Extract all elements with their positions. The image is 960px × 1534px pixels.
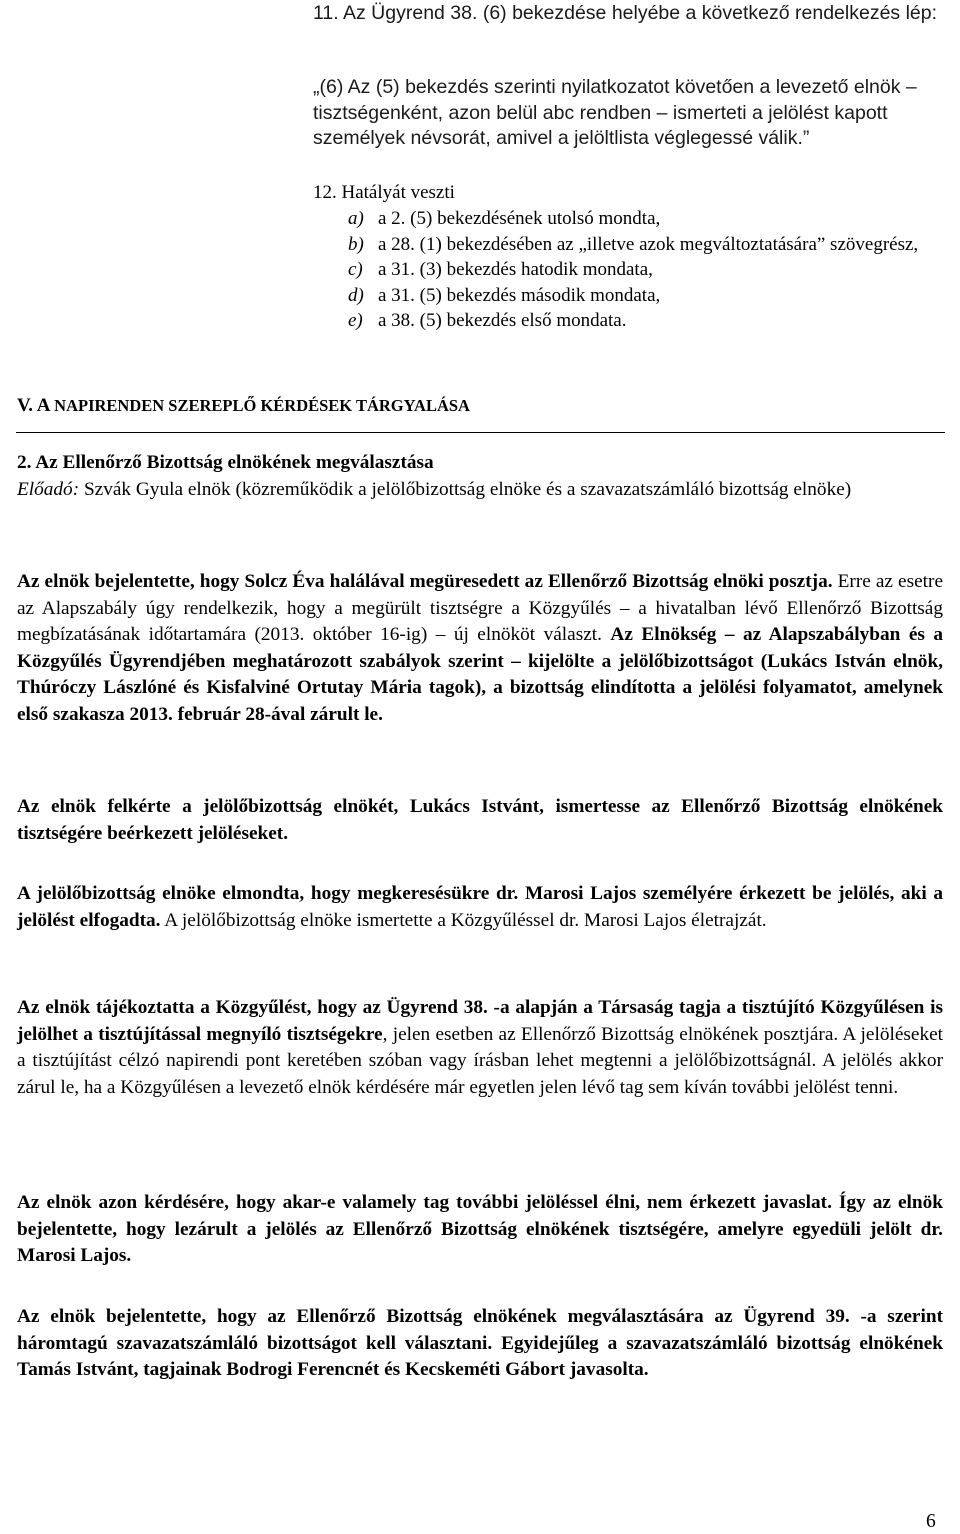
list-marker: e) — [348, 310, 363, 331]
bold-text: Az elnök bejelentette, hogy az Ellenőrző Bizottság elnökének megválasztására az Ügyrend 39. -a szerint háromtagú szavazatszámláló bizottságot kell választani. Egyidejűleg a szavazatszámláló bizottság elnökének Tamás Istvánt, tagjainak Bodrogi Ferencnét és Kecskeméti Gábort javasolta. — [17, 1306, 943, 1381]
bold-text: A jelölőbizottság elnöke elmondta, hogy megkeresésükre dr. Marosi Lajos személyére érkezett be jelölés, aki a jelölést elfogadta. — [17, 883, 943, 931]
list-item-text: a 28. (1) bekezdésében az „illetve azok megváltoztatására” szövegrész, — [378, 233, 919, 255]
paragraph — [17, 881, 943, 934]
list-item — [348, 308, 948, 334]
regular-text: A jelölőbizottság elnöke ismertette a Közgyűléssel dr. Marosi Lajos életrajzát. — [160, 909, 767, 931]
agenda-item-title: 2. Az Ellenőrző Bizottság elnökének megválasztása — [17, 452, 434, 473]
presenter-label: Előadó: — [17, 479, 80, 500]
paragraph — [17, 1190, 943, 1270]
regular-text: Erre az esetre az Alapszabály úgy rendelkezik, hogy a megürült tisztségre a Közgyűlés – a hivatalban lévő Ellenőrző Bizottság megbízatásának időtartamára (2013. október 16-ig) – új elnököt választ. — [17, 571, 943, 646]
list-marker: a) — [348, 208, 364, 229]
paragraph — [17, 995, 943, 1101]
presenter-text: Szvák Gyula elnök (közreműködik a jelölőbizottság elnöke és a szavazatszámláló bizottság elnöke) — [79, 479, 852, 500]
paragraph — [17, 1304, 943, 1384]
list-marker: c) — [348, 259, 363, 280]
list-item — [348, 232, 948, 258]
list-marker: b) — [348, 233, 364, 255]
paragraph — [17, 569, 943, 729]
bold-text: Az elnök felkérte a jelölőbizottság elnökét, Lukács Istvánt, ismertesse az Ellenőrző Bizottság elnökének tisztségére beérkezett jelöléseket. — [17, 796, 943, 844]
bold-text: Az elnök azon kérdésére, hogy akar-e valamely tag további jelöléssel élni, nem érkezett javaslat. Így az elnök bejelentette, hogy lezárult a jelölés az Ellenőrző Bizottság elnökének tisztségére, amelyre egyedüli jelölt dr. Marosi Lajos. — [17, 1192, 943, 1267]
section-heading-title: NAPIRENDEN SZEREPLŐ KÉRDÉSEK TÁRGYALÁSA — [54, 396, 470, 415]
list-marker: d) — [348, 284, 364, 306]
paragraph — [17, 794, 943, 847]
section-heading-number: V. A — [17, 395, 50, 416]
repealed-provisions-list — [348, 206, 948, 334]
amendment-item-12-title: 12. Hatályát veszti — [313, 182, 455, 203]
page-number: 6 — [926, 1511, 936, 1532]
list-item — [348, 283, 948, 309]
list-item-text: a 38. (5) bekezdés első mondata. — [378, 310, 627, 331]
list-item-text: a 2. (5) bekezdésének utolsó mondta, — [378, 208, 661, 229]
bold-text: Az elnök tájékoztatta a Közgyűlést, hogy az Ügyrend 38. -a alapján a Társaság tagja a tisztújító Közgyűlésen is jelölhet a tisztújítással megnyíló tisztségekre — [17, 997, 943, 1045]
regular-text: , jelen esetben az Ellenőrző Bizottság elnökének posztjára. A jelöléseket a tisztújítást célzó napirendi pont keretében szóban vagy írásban lehet megtenni a jelölőbizottságnál. A jelölés akkor zárul le, ha a Közgyűlésen a levezető elnök kérdésére már egyetlen jelen lévő tag sem kíván további jelölést tenni. — [17, 1023, 943, 1098]
list-item — [348, 257, 948, 283]
divider — [16, 432, 945, 433]
presenter-line — [17, 477, 943, 504]
bold-text: Az Elnökség – az Alapszabályban és a Közgyűlés Ügyrendjében meghatározott szabályok szerint – kijelölte a jelölőbizottságot (Lukács István elnök, Thúróczy Lászlóné és Kisfalviné Ortutay Mária tagok), a bizottság elindította a jelölési folyamatot, amelynek első szakasza 2013. február 28-ával zárult le. — [17, 624, 943, 725]
list-item-text: a 31. (3) bekezdés hatodik mondata, — [378, 259, 653, 280]
section-heading — [17, 393, 470, 418]
bold-text: Az elnök bejelentette, hogy Solcz Éva halálával megüresedett az Ellenőrző Bizottság elnöki posztja. — [17, 571, 833, 592]
list-item — [348, 206, 948, 232]
quoted-provision: „(6) Az (5) bekezdés szerinti nyilatkozatot követően a levezető elnök – tisztségenként, azon belül abc rendben – ismerteti a jelölést kapott személyek névsorát, amivel a jelöltlista véglegessé válik.” — [313, 76, 917, 149]
list-item-text: a 31. (5) bekezdés második mondata, — [378, 284, 661, 306]
amendment-item-11: 11. Az Ügyrend 38. (6) bekezdése helyébe a következő rendelkezés lép: — [313, 2, 938, 24]
